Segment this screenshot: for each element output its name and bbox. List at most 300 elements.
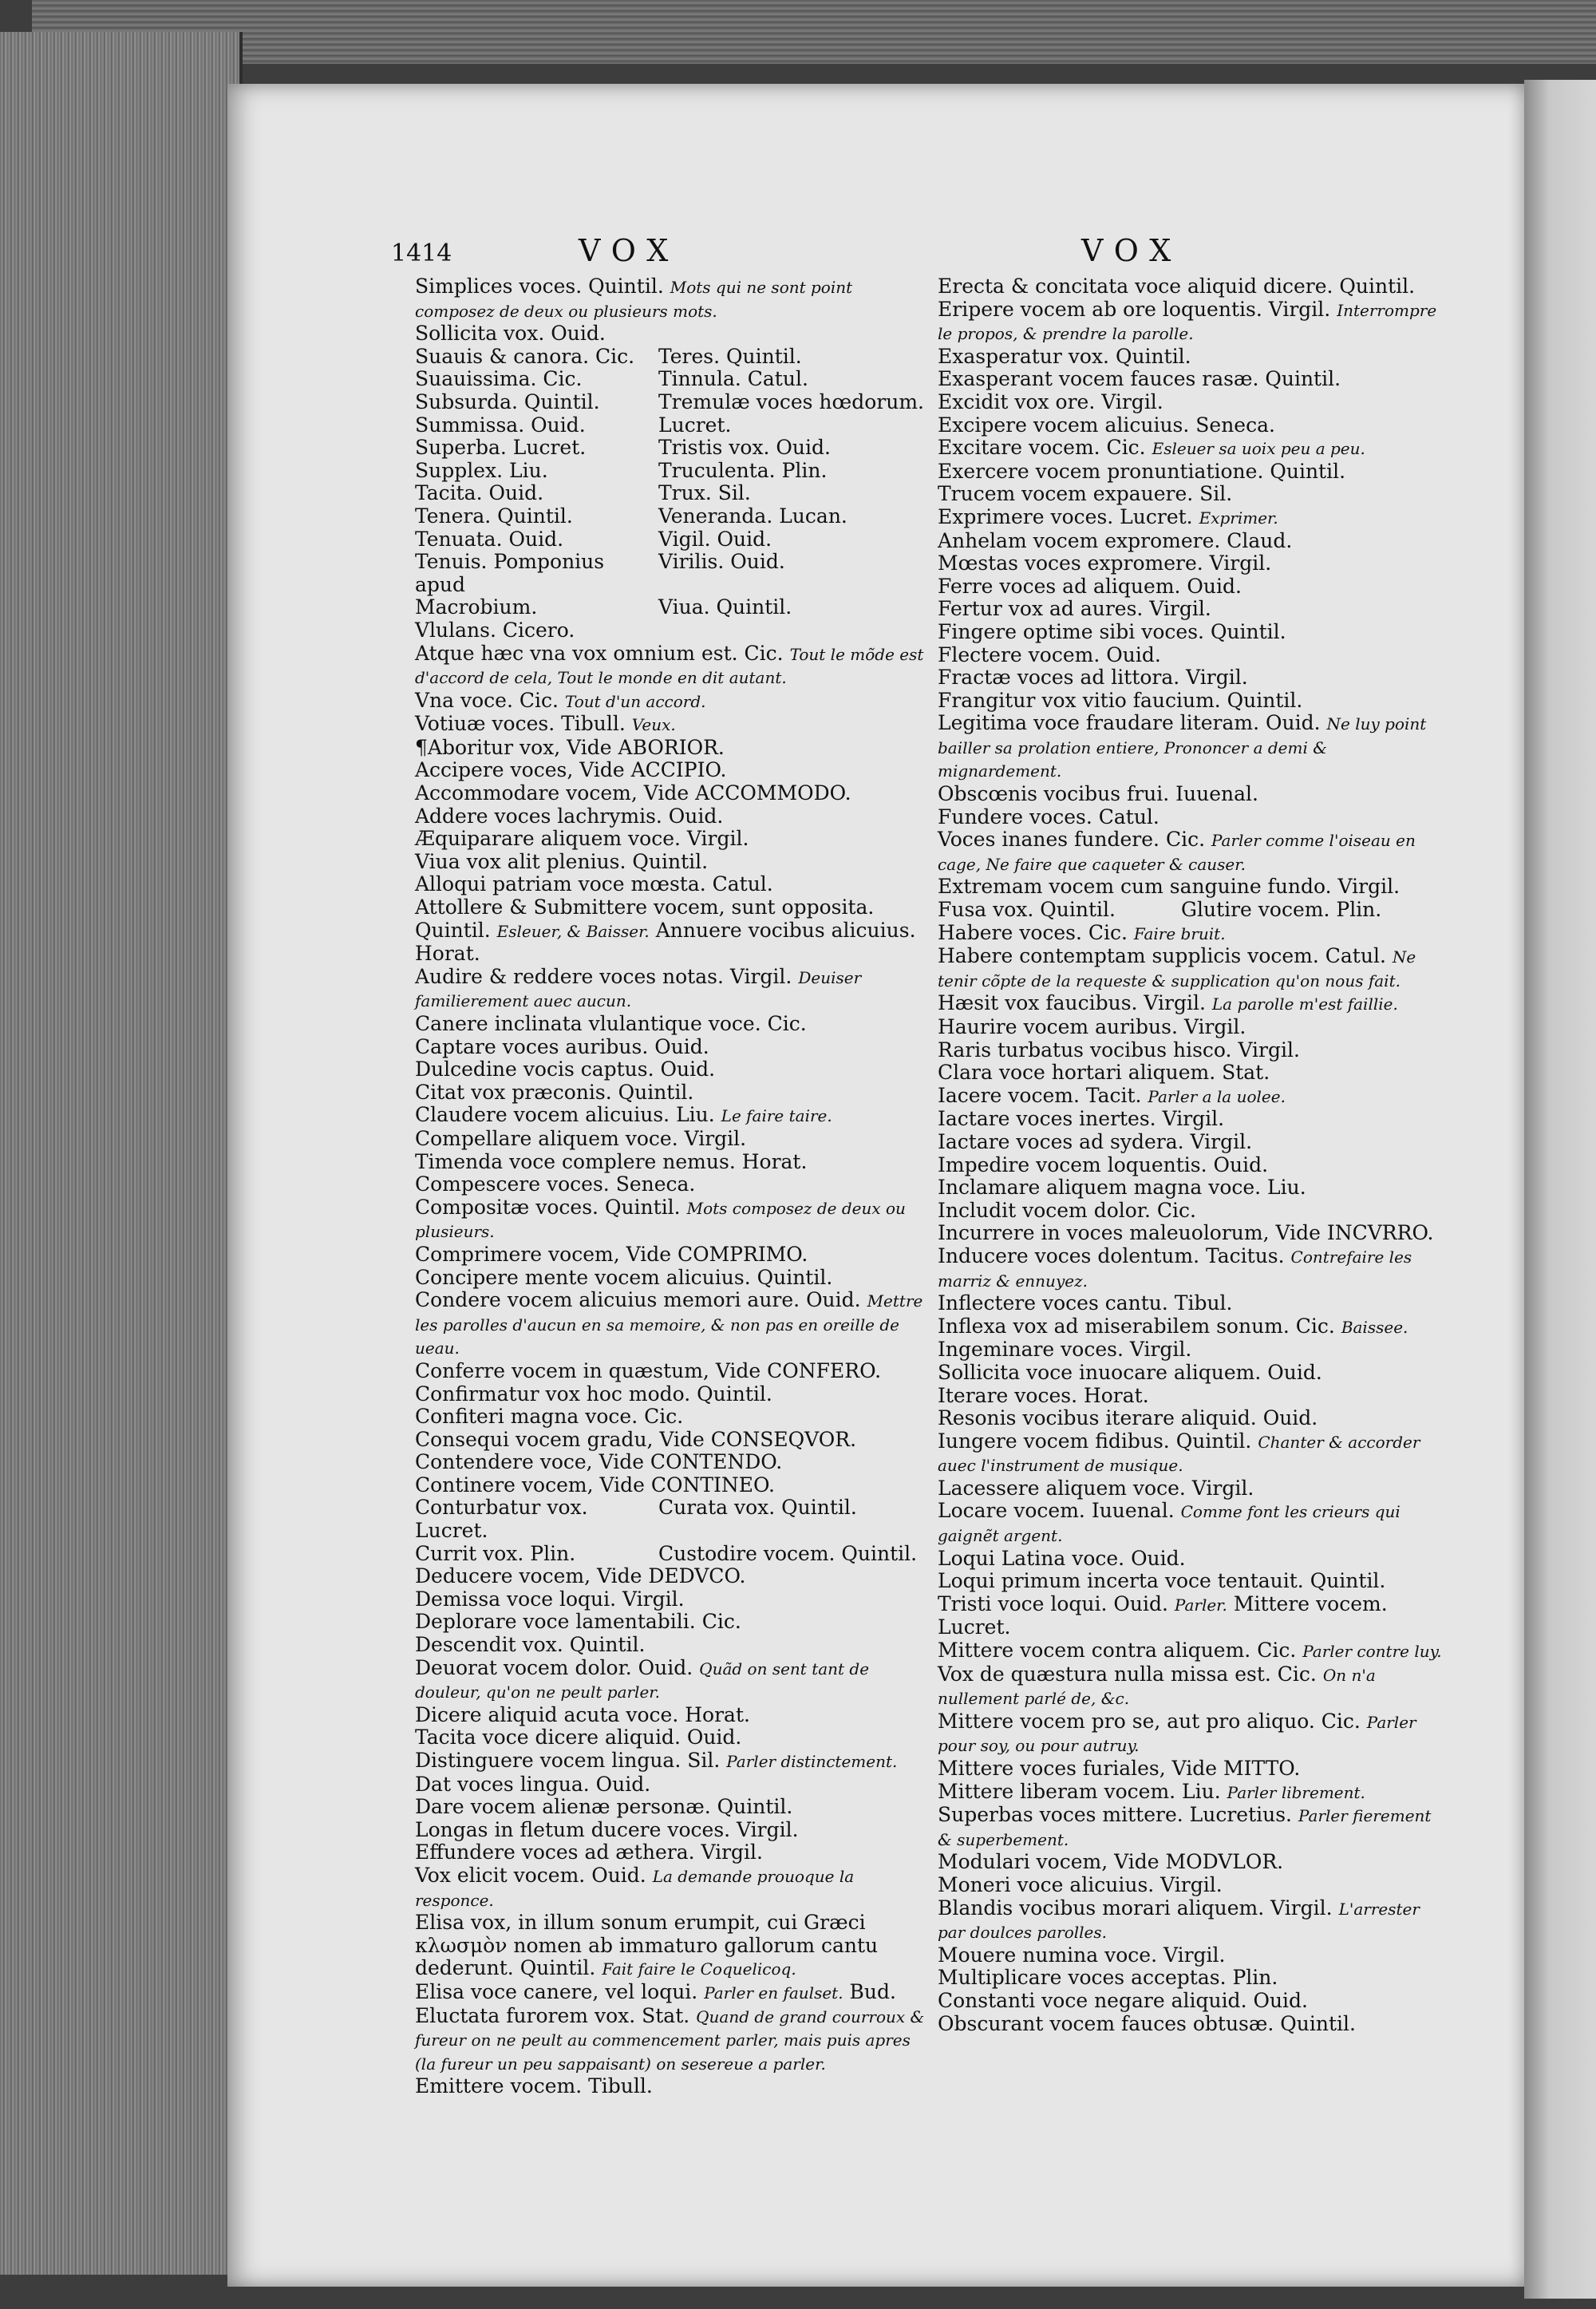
entry-text: Glutire vocem. Plin.: [1181, 898, 1382, 922]
entry-latin: Confirmatur vox hoc modo. Quintil.: [415, 1382, 772, 1406]
entry-text: Tremulæ voces hœdorum.: [658, 389, 924, 413]
entry-latin: Mittere voces furiales, Vide MITTO.: [938, 1757, 1301, 1780]
entry-text: Teres. Quintil.: [658, 344, 802, 368]
dictionary-entry: [415, 1128, 926, 1151]
running-head-right: VOX: [1081, 233, 1183, 268]
entry-latin: Tacita voce dicere aliquid. Ouid.: [415, 1726, 742, 1750]
entry-latin: Votiuæ voces. Tibull.: [415, 712, 626, 736]
dictionary-entry: [415, 1383, 926, 1406]
dictionary-entry: [415, 1588, 926, 1611]
dictionary-entry: [415, 1611, 926, 1634]
dictionary-entry: [415, 1451, 926, 1474]
entry-latin: Consequi vocem gradu, Vide CONSEQVOR.: [415, 1427, 857, 1451]
entry-latin: Fertur vox ad aures. Virgil.: [938, 597, 1211, 621]
entry-text: Conturbatur vox. Lucret.: [415, 1496, 588, 1543]
entry-latin: Elisa voce canere, vel loqui.: [415, 1979, 698, 2003]
entry-french-gloss: Parler fierement & superbement.: [938, 1806, 1432, 1849]
dictionary-entry: [938, 1039, 1448, 1062]
entry-french-gloss: Baissee.: [1341, 1317, 1408, 1337]
page-header: [391, 233, 1596, 279]
entry-latin: Blandis vocibus morari aliquem. Virgil.: [938, 1896, 1333, 1920]
entry-latin: Resonis vocibus iterare aliquid. Ouid.: [938, 1406, 1318, 1430]
entry-text: Macrobium.: [415, 595, 538, 619]
entry-latin: Attollere & Submittere vocem, sunt opposita. Quintil.: [415, 896, 875, 942]
entry-latin: Viua vox alit plenius. Quintil.: [415, 849, 709, 873]
dictionary-entry: [415, 1841, 926, 1864]
dictionary-entry: [415, 1243, 926, 1267]
dictionary-entry: [938, 1593, 1448, 1639]
entry-french-gloss: Parler librement.: [1227, 1782, 1365, 1802]
entry-french-gloss: Ne tenir cõpte de la requeste & supplication qu'on nous fait.: [938, 947, 1416, 990]
entry-latin: Iactare voces ad sydera. Virgil.: [938, 1129, 1253, 1153]
entry-latin: Excipere vocem alicuius. Seneca.: [938, 413, 1275, 437]
dictionary-entry: [938, 1085, 1448, 1109]
entry-text: Subsurda. Quintil.: [415, 389, 600, 413]
dictionary-entry: [938, 506, 1448, 530]
entry-latin: Vox elicit vocem. Ouid.: [415, 1863, 646, 1887]
dictionary-entry: [938, 598, 1448, 621]
entry-french-gloss: Parler.: [1174, 1595, 1227, 1615]
entry-latin: Moneri voce alicuius. Virgil.: [938, 1872, 1223, 1896]
entry-french-gloss: Veux.: [631, 715, 676, 735]
dictionary-entry: [938, 828, 1448, 876]
dictionary-entry: [938, 1639, 1448, 1663]
entry-latin: Deducere vocem, Vide DEDVCO.: [415, 1564, 746, 1588]
entry-latin: Comprimere vocem, Vide COMPRIMO.: [415, 1242, 808, 1266]
dictionary-entry: [415, 1151, 926, 1174]
dictionary-entry: [415, 713, 926, 737]
dictionary-entry: [415, 2075, 926, 2098]
dictionary-entry: [938, 1131, 1448, 1154]
entry-french-gloss: Mettre les parolles d'aucun en sa memoire, & non pas en oreille de ueau.: [415, 1291, 923, 1358]
entry-latin: Iungere vocem fidibus. Quintil.: [938, 1429, 1252, 1453]
dictionary-entry: [938, 1385, 1448, 1408]
entry-pair: [415, 414, 926, 437]
dictionary-entry: [938, 1663, 1448, 1710]
dictionary-entry: [938, 1874, 1448, 1897]
entry-latin: Raris turbatus vocibus hisco. Virgil.: [938, 1038, 1300, 1062]
entry-text: Summissa. Ouid.: [415, 413, 586, 437]
entry-french-gloss: Exprimer.: [1199, 508, 1278, 528]
dictionary-entry: [415, 896, 926, 966]
entry-latin: ¶Aboritur vox, Vide ABORIOR.: [415, 735, 725, 759]
dictionary-entry: [938, 1757, 1448, 1781]
dictionary-entry: [415, 759, 926, 782]
entry-latin: Accommodare vocem, Vide ACCOMMODO.: [415, 781, 851, 805]
entry-latin: Locare vocem. Iuuenal.: [938, 1499, 1175, 1523]
entry-latin: Æquiparare aliquem voce. Virgil.: [415, 827, 749, 851]
entry-latin: Mittere vocem pro se, aut pro aliquo. Cic.: [938, 1709, 1361, 1733]
entry-pair: [415, 1497, 926, 1542]
entry-latin: Eluctata furorem vox. Stat.: [415, 2003, 690, 2027]
entry-latin: Dare vocem alienæ personæ. Quintil.: [415, 1795, 793, 1819]
entry-latin: Voces inanes fundere. Cic.: [938, 828, 1206, 852]
dictionary-entry: [938, 644, 1448, 667]
dictionary-entry: [415, 690, 926, 714]
entry-latin: Haurire vocem auribus. Virgil.: [938, 1015, 1246, 1038]
entry-latin: Excitare vocem. Cic.: [938, 436, 1146, 460]
dictionary-entry: [938, 945, 1448, 992]
dictionary-entry: [415, 1173, 926, 1196]
entry-latin: Excidit vox ore. Virgil.: [938, 389, 1163, 413]
entry-latin: Dulcedine vocis captus. Ouid.: [415, 1058, 716, 1081]
entry-pair: [415, 437, 926, 460]
dictionary-entry: [415, 1013, 926, 1036]
dictionary-entry: [938, 437, 1448, 461]
entry-french-gloss: Parler en faulset.: [704, 1983, 843, 2003]
entry-text: Trux. Sil.: [658, 481, 751, 505]
entry-latin: Longas in fletum ducere voces. Virgil.: [415, 1817, 799, 1841]
dictionary-entry: [415, 1429, 926, 1452]
entry-latin: Elisa vox, in illum sonum erumpit, cui Græci κλωσμὸν nomen ab immaturo gallorum cantu dederunt. Quintil.: [415, 1911, 879, 1980]
dictionary-entry: [938, 712, 1448, 783]
entry-text: Tenuata. Ouid.: [415, 527, 564, 551]
entry-latin: Descendit vox. Quintil.: [415, 1633, 646, 1657]
dictionary-entry: [415, 619, 926, 642]
entry-text: Vigil. Ouid.: [658, 527, 772, 551]
dictionary-entry: [415, 1634, 926, 1657]
dictionary-entry: [415, 1196, 926, 1243]
entry-latin: Ingeminare voces. Virgil.: [938, 1338, 1192, 1362]
entry-text: Tenera. Quintil.: [415, 504, 573, 528]
entry-latin: Simplices voces. Quintil.: [415, 275, 664, 298]
entry-french-gloss: L'arrester par doulces parolles.: [938, 1899, 1420, 1943]
dictionary-entry: [938, 1990, 1448, 2013]
dictionary-entry: [938, 530, 1448, 553]
entry-latin: Timenda voce complere nemus. Horat.: [415, 1149, 808, 1173]
entry-latin: Demissa voce loqui. Virgil.: [415, 1587, 685, 1611]
entry-french-gloss: Parler distinctement.: [726, 1752, 898, 1771]
entry-latin: Anhelam vocem expromere. Claud.: [938, 528, 1293, 552]
entry-latin: Extremam vocem cum sanguine fundo. Virgil.: [938, 875, 1400, 899]
dictionary-entry: [415, 322, 926, 346]
entry-french-gloss: Esleuer sa uoix peu a peu.: [1152, 439, 1365, 459]
entry-text: Suauissima. Cic.: [415, 367, 583, 391]
entry-french-gloss: Deuiser familierement auec aucun.: [415, 967, 862, 1011]
entry-text: Truculenta. Plin.: [658, 458, 828, 482]
entry-latin: Compositæ voces. Quintil.: [415, 1195, 681, 1219]
entry-latin: Inflectere voces cantu. Tibul.: [938, 1291, 1233, 1315]
dictionary-entry: [938, 922, 1448, 946]
entry-french-gloss: La parolle m'est faillie.: [1211, 994, 1398, 1014]
dictionary-entry: [938, 1781, 1448, 1805]
dictionary-entry: [938, 1292, 1448, 1315]
page-number: 1414: [391, 239, 452, 267]
book-page-edges: [0, 32, 243, 2275]
entry-latin: Conferre vocem in quæstum, Vide CONFERO.: [415, 1358, 882, 1382]
dictionary-entry: [415, 828, 926, 851]
dictionary-entry: [415, 1104, 926, 1128]
entry-latin: Vlulans. Cicero.: [415, 618, 575, 642]
entry-latin: Loqui primum incerta voce tentauit. Quintil.: [938, 1569, 1386, 1593]
dictionary-entry: [938, 1804, 1448, 1851]
entry-latin: Effundere voces ad æthera. Virgil.: [415, 1840, 763, 1864]
entry-french-gloss: Tout d'un accord.: [564, 691, 706, 711]
dictionary-entry: [938, 552, 1448, 575]
entry-text: Viua. Quintil.: [658, 595, 792, 619]
running-head-left: VOX: [579, 233, 680, 268]
entry-latin: Habere contemptam supplicis vocem. Catul.: [938, 944, 1386, 968]
entry-french-gloss: Esleuer, & Baisser.: [496, 921, 650, 941]
book-top-edge: [32, 0, 1596, 64]
entry-latin: Deplorare voce lamentabili. Cic.: [415, 1610, 741, 1634]
entry-latin: Vna voce. Cic.: [415, 688, 559, 712]
entry-latin: Erecta & concitata voce aliquid dicere. Quintil.: [938, 275, 1416, 298]
entry-latin: Concipere mente vocem alicuius. Quintil.: [415, 1265, 833, 1289]
entry-french-gloss: Parler pour soy, ou pour autruy.: [938, 1712, 1416, 1756]
dictionary-entry: [938, 1500, 1448, 1547]
entry-text: Supplex. Liu.: [415, 458, 548, 482]
entry-latin: Exasperant vocem fauces rasæ. Quintil.: [938, 367, 1341, 391]
dictionary-entry: [938, 575, 1448, 599]
dictionary-entry: [415, 1773, 926, 1797]
dictionary-entry: [415, 1058, 926, 1081]
dictionary-entry: [938, 483, 1448, 506]
entry-latin: Iacere vocem. Tacit.: [938, 1083, 1142, 1107]
entry-latin: Exasperatur vox. Quintil.: [938, 344, 1191, 368]
dictionary-entry: [938, 1430, 1448, 1477]
dictionary-entry: [415, 1819, 926, 1842]
entry-french-gloss: Parler comme l'oiseau en cage, Ne faire que caqueter & causer.: [938, 831, 1416, 874]
entry-latin: Claudere vocem alicuius. Liu.: [415, 1103, 715, 1127]
entry-latin: Continere vocem, Vide CONTINEO.: [415, 1473, 775, 1497]
entry-latin: Hæsit vox faucibus. Virgil.: [938, 991, 1206, 1015]
dictionary-entry: [938, 414, 1448, 437]
dictionary-entry: [938, 1407, 1448, 1430]
entry-pair: [415, 346, 926, 369]
dictionary-entry: [415, 1081, 926, 1105]
dictionary-entry: [415, 1036, 926, 1059]
dictionary-entry: [938, 621, 1448, 644]
dictionary-entry: [938, 1967, 1448, 1990]
dictionary-entry: [938, 876, 1448, 899]
dictionary-entry: [938, 992, 1448, 1016]
entry-latin: Compellare aliquem voce. Virgil.: [415, 1126, 747, 1150]
entry-latin: Sollicita voce inuocare aliquem. Ouid.: [938, 1360, 1322, 1384]
entry-latin: Clara voce hortari aliquem. Stat.: [938, 1061, 1270, 1085]
entry-text: Custodire vocem. Quintil.: [658, 1541, 918, 1565]
dictionary-entry: [415, 1726, 926, 1750]
dictionary-entry: [415, 1750, 926, 1773]
dictionary-entry: [938, 1315, 1448, 1339]
entry-latin: Condere vocem alicuius memori aure. Ouid.: [415, 1288, 861, 1312]
dictionary-entry: [938, 1016, 1448, 1039]
dictionary-entry: [415, 805, 926, 828]
entry-latin: Mittere vocem contra aliquem. Cic.: [938, 1639, 1297, 1663]
entry-latin: Habere voces. Cic.: [938, 920, 1128, 944]
dictionary-entry: [938, 1200, 1448, 1223]
entry-latin: Emittere vocem. Tibull.: [415, 2074, 653, 2098]
entry-text: Tristis vox. Ouid.: [658, 436, 831, 460]
dictionary-entry: [415, 782, 926, 805]
dictionary-entry: [938, 368, 1448, 391]
entry-french-gloss: Parler contre luy.: [1302, 1642, 1442, 1662]
dictionary-entry: [938, 1245, 1448, 1292]
dictionary-entry: [938, 461, 1448, 484]
entry-latin: Tristi voce loqui. Ouid.: [938, 1591, 1168, 1615]
entry-latin: Captare voces auribus. Ouid.: [415, 1034, 709, 1058]
entry-french-gloss: Tout le mõde est d'accord de cela, Tout le monde en dit autant.: [415, 644, 924, 688]
entry-latin: Mouere numina voce. Virgil.: [938, 1943, 1226, 1967]
entry-latin: Inflexa vox ad miserabilem sonum. Cic.: [938, 1314, 1335, 1338]
entry-latin: Atque hæc vna vox omnium est. Cic.: [415, 641, 784, 665]
entry-latin: Canere inclinata vlulantique voce. Cic.: [415, 1012, 807, 1035]
dictionary-entry: [415, 1796, 926, 1819]
entry-pair: [415, 505, 926, 528]
entry-latin: Legitima voce fraudare literam. Ouid.: [938, 711, 1321, 735]
entry-latin: Lacessere aliquem voce. Virgil.: [938, 1476, 1254, 1500]
entry-latin-extra: Annuere vocibus alicuius. Horat.: [415, 918, 916, 966]
entry-text: Tacita. Ouid.: [415, 481, 544, 505]
dictionary-entry: [938, 299, 1448, 346]
dictionary-entry: [415, 851, 926, 874]
dictionary-entry: [415, 873, 926, 896]
entry-pair: [938, 899, 1448, 922]
entry-latin: Eripere vocem ab ore loquentis. Virgil.: [938, 297, 1331, 321]
entry-french-gloss: La demande prouoque la responce.: [415, 1866, 855, 1910]
entry-text: Currit vox. Plin.: [415, 1541, 576, 1565]
dictionary-entry: [938, 1362, 1448, 1385]
dictionary-entry: [938, 1944, 1448, 1967]
entry-pair: [415, 460, 926, 483]
entry-latin: Exprimere voces. Lucret.: [938, 504, 1193, 528]
entry-latin: Deuorat vocem dolor. Ouid.: [415, 1655, 693, 1679]
dictionary-entry: [938, 1338, 1448, 1362]
entry-latin: Dicere aliquid acuta voce. Horat.: [415, 1702, 750, 1726]
entry-pair: [415, 368, 926, 391]
dictionary-entry: [415, 275, 926, 322]
entry-latin: Multiplicare voces acceptas. Plin.: [938, 1966, 1278, 1990]
dictionary-entry: [938, 1176, 1448, 1200]
entry-latin: Obscurant vocem fauces obtusæ. Quintil.: [938, 2011, 1356, 2035]
entry-latin: Iactare voces inertes. Virgil.: [938, 1107, 1225, 1131]
entry-text: Tinnula. Catul.: [658, 367, 808, 391]
entry-latin: Sollicita vox. Ouid.: [415, 322, 606, 346]
dictionary-entry: [938, 666, 1448, 690]
entry-french-gloss: On n'a nullement parlé de, &c.: [938, 1665, 1376, 1709]
entry-french-gloss: Mots composez de deux ou plusieurs.: [415, 1198, 906, 1242]
dictionary-entry: [938, 346, 1448, 369]
dictionary-entry: [415, 1864, 926, 1912]
dictionary-entry: [415, 2005, 926, 2076]
dictionary-entry: [415, 1657, 926, 1704]
entry-french-gloss: Mots qui ne sont point composez de deux ou plusieurs mots.: [415, 278, 853, 321]
entry-text: Virilis. Ouid.: [658, 550, 785, 574]
entry-french-gloss: Contrefaire les marriz & ennuyez.: [938, 1247, 1412, 1291]
dictionary-entry: [415, 1704, 926, 1727]
entry-latin: Dat voces lingua. Ouid.: [415, 1772, 651, 1796]
dictionary-entry: [938, 1897, 1448, 1944]
dictionary-entry: [938, 391, 1448, 414]
entry-latin-extra: Bud.: [849, 1979, 896, 2003]
dictionary-entry: [938, 783, 1448, 806]
entry-text: Veneranda. Lucan.: [658, 504, 847, 528]
entry-latin: Obscœnis vocibus frui. Iuuenal.: [938, 782, 1258, 806]
entry-text: Lucret.: [658, 413, 732, 437]
entry-latin: Audire & reddere voces notas. Virgil.: [415, 964, 792, 988]
entry-pair: [415, 551, 926, 596]
entry-pair: [415, 596, 926, 619]
entry-pair: [415, 1543, 926, 1566]
entry-latin-extra: Mittere vocem. Lucret.: [938, 1591, 1388, 1639]
dictionary-entry: [938, 1851, 1448, 1874]
entry-latin: Ferre voces ad aliquem. Ouid.: [938, 574, 1242, 598]
entry-latin: Mittere liberam vocem. Liu.: [938, 1779, 1221, 1803]
entry-pair: [415, 391, 926, 414]
entry-latin: Addere voces lachrymis. Ouid.: [415, 804, 724, 828]
entry-latin: Impedire vocem loquentis. Ouid.: [938, 1153, 1269, 1176]
entry-latin: Mœstas voces expromere. Virgil.: [938, 552, 1272, 575]
dictionary-entry: [415, 737, 926, 760]
entry-french-gloss: Quãd on sent tant de douleur, qu'on ne peult parler.: [415, 1659, 870, 1702]
entry-latin: Modulari vocem, Vide MODVLOR.: [938, 1850, 1284, 1874]
dictionary-entry: [415, 1981, 926, 2005]
entry-text: Superba. Lucret.: [415, 436, 587, 460]
dictionary-entry: [415, 1289, 926, 1360]
entry-latin: Contendere voce, Vide CONTENDO.: [415, 1450, 783, 1474]
dictionary-entry: [938, 1108, 1448, 1131]
entry-latin: Accipere voces, Vide ACCIPIO.: [415, 758, 727, 782]
dictionary-entry: [938, 806, 1448, 829]
entry-latin: Fundere voces. Catul.: [938, 805, 1159, 828]
dictionary-entry: [415, 1360, 926, 1383]
entry-latin: Citat vox præconis. Quintil.: [415, 1080, 694, 1104]
entry-french-gloss: Faire bruit.: [1133, 923, 1226, 943]
dictionary-entry: [415, 642, 926, 690]
entry-french-gloss: Comme font les crieurs qui gaignẽt argent.: [938, 1502, 1400, 1546]
left-column: [415, 275, 926, 2098]
entry-pair: [415, 482, 926, 505]
right-column: [938, 275, 1448, 2035]
entry-pair: [415, 528, 926, 552]
dictionary-entry: [938, 2013, 1448, 2036]
entry-french-gloss: Quand de grand courroux & fureur on ne peult au commencement parler, mais puis apres (la fureur un peu sappaisant) on sesereue a parler.: [415, 2007, 925, 2074]
entry-french-gloss: Ne luy point bailler sa prolation entiere, Prononcer a demi & mignardement.: [938, 714, 1427, 781]
dictionary-entry: [938, 1548, 1448, 1571]
entry-latin: Distinguere vocem lingua. Sil.: [415, 1749, 721, 1772]
entry-french-gloss: Parler a la uolee.: [1148, 1086, 1286, 1106]
entry-latin: Exercere vocem pronuntiatione. Quintil.: [938, 459, 1346, 483]
entry-latin: Incurrere in voces maleuolorum, Vide INCVRRO.: [938, 1221, 1434, 1245]
dictionary-entry: [938, 275, 1448, 299]
entry-latin: Inducere voces dolentum. Tacitus.: [938, 1243, 1285, 1267]
entry-french-gloss: Interrompre le propos, & prendre la parolle.: [938, 300, 1437, 344]
entry-latin: Confiteri magna voce. Cic.: [415, 1405, 684, 1429]
dictionary-entry: [938, 1570, 1448, 1593]
entry-latin: Alloqui patriam voce mœsta. Catul.: [415, 872, 773, 896]
dictionary-entry: [938, 1710, 1448, 1757]
entry-latin: Loqui Latina voce. Ouid.: [938, 1546, 1186, 1570]
entry-french-gloss: Le faire taire.: [721, 1106, 832, 1126]
entry-latin: Superbas voces mittere. Lucretius.: [938, 1803, 1293, 1827]
entry-latin: Frangitur vox vitio faucium. Quintil.: [938, 688, 1303, 712]
entry-french-gloss: Fait faire le Coquelicoq.: [602, 1959, 796, 1979]
entry-text: Curata vox. Quintil.: [658, 1496, 857, 1520]
entry-latin: Flectere vocem. Ouid.: [938, 642, 1161, 666]
entry-latin: Fractæ voces ad littora. Virgil.: [938, 666, 1248, 690]
dictionary-entry: [415, 1474, 926, 1497]
dictionary-entry: [938, 1154, 1448, 1177]
dictionary-entry: [938, 690, 1448, 713]
entry-latin: Iterare voces. Horat.: [938, 1383, 1149, 1407]
dictionary-entry: [938, 1222, 1448, 1245]
dictionary-entry: [415, 1912, 926, 1981]
dictionary-entry: [938, 1062, 1448, 1085]
dictionary-entry: [415, 1406, 926, 1429]
entry-text: Tenuis. Pomponius apud: [415, 550, 605, 596]
dictionary-entry: [415, 1565, 926, 1588]
dictionary-entry: [938, 1477, 1448, 1500]
